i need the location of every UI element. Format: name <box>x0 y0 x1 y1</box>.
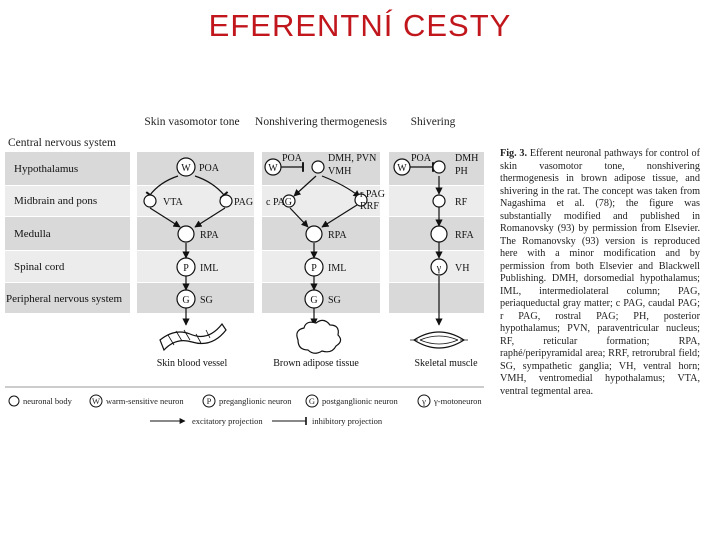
label-vh: VH <box>455 263 470 274</box>
svg-text:P: P <box>206 396 212 406</box>
target-skin-blood-vessel: Skin blood vessel <box>156 358 228 369</box>
row-label-spinal: Spinal cord <box>14 261 65 273</box>
label-pag-1: PAG <box>234 197 254 208</box>
row-bands <box>5 152 484 313</box>
column-header-skin: Skin vasomotor tone <box>144 116 240 128</box>
svg-text:W: W <box>91 396 101 406</box>
label-dmh-3: DMH <box>455 153 479 164</box>
svg-text:G: G <box>310 295 318 306</box>
target-skeletal-muscle: Skeletal muscle <box>414 358 478 369</box>
label-vta: VTA <box>163 197 183 208</box>
svg-text:G: G <box>308 396 316 406</box>
row-label-peripheral: Peripheral nervous system <box>6 293 123 305</box>
label-poa-2: POA <box>282 153 303 164</box>
row-label-midbrain: Midbrain and pons <box>14 195 98 207</box>
label-poa-3: POA <box>411 153 432 164</box>
label-rpag: r PAG <box>360 189 385 200</box>
label-vmh: VMH <box>328 166 352 177</box>
legend-preganglionic: preganglionic neuron <box>219 396 292 406</box>
label-rf: RF <box>455 197 468 208</box>
label-sg-2: SG <box>328 295 341 306</box>
column-header-nonshivering: Nonshivering thermogenesis <box>255 116 387 128</box>
caption-text: Efferent neuronal pathways for control of skin vasomotor tone, nonshivering thermogenesis in brown adipose tissue, and shivering in the rat. The concept was taken from Nagashima et al. (78); the figure was substantially modified and published in Romanovsky (93) by permission from Elsevier. The Romanovsky (93) version is reproduced here with a minor modification and by permission from both Elsevier and Blackwell Publishing. DMH, dorsomedial hypothalamus; IML, intermediolateral column; PAG, periaqueductal gray matter; c PAG, caudal PAG; r PAG, rostral PAG; PH, posterior hypothalamus; PVN, paraventricular nucleus; RF, reticular formation; RPA, raphé/peripyramidal area; RRF, retrorubral field; SG, sympathetic ganglia; VH, ventral horn; VMH, ventromedial hypothalamus; VTA, ventral tegmental area. <box>500 148 700 397</box>
label-sg-1: SG <box>200 295 213 306</box>
label-iml-1: IML <box>200 263 219 274</box>
label-poa-1: POA <box>199 163 220 174</box>
slide-title: EFERENTNÍ CESTY <box>208 8 512 43</box>
cns-label: Central nervous system <box>8 137 116 149</box>
label-rrf: RRF <box>360 201 379 212</box>
label-iml-2: IML <box>328 263 347 274</box>
svg-text:γ: γ <box>436 263 442 274</box>
svg-text:W: W <box>268 163 278 174</box>
legend-postganglionic: postganglionic neuron <box>322 396 398 406</box>
label-cpag: c PAG <box>266 197 293 208</box>
label-rpa-2: RPA <box>328 230 347 241</box>
column-header-shivering: Shivering <box>410 116 456 128</box>
figure-caption <box>500 148 700 398</box>
svg-text:W: W <box>397 163 407 174</box>
label-ph: PH <box>455 166 468 177</box>
svg-text:γ: γ <box>422 396 426 406</box>
label-rpa-1: RPA <box>200 230 219 241</box>
legend-motoneuron: γ-motoneuron <box>434 396 482 406</box>
legend-warm-sensitive: warm-sensitive neuron <box>106 396 184 406</box>
row-label-medulla: Medulla <box>14 228 51 240</box>
legend-inhibitory: inhibitory projection <box>312 416 383 426</box>
label-dmh-pvn: DMH, PVN <box>328 153 377 164</box>
target-brown-adipose: Brown adipose tissue <box>273 358 359 369</box>
legend-excitatory: excitatory projection <box>192 416 263 426</box>
label-rfa: RFA <box>455 230 474 241</box>
caption-label: Fig. 3. <box>500 148 528 159</box>
legend-neuronal-body: neuronal body <box>23 396 72 406</box>
svg-text:G: G <box>182 295 190 306</box>
svg-text:W: W <box>181 163 191 174</box>
svg-text:P: P <box>183 263 189 274</box>
svg-text:P: P <box>311 263 317 274</box>
row-label-hypothalamus: Hypothalamus <box>14 163 79 175</box>
